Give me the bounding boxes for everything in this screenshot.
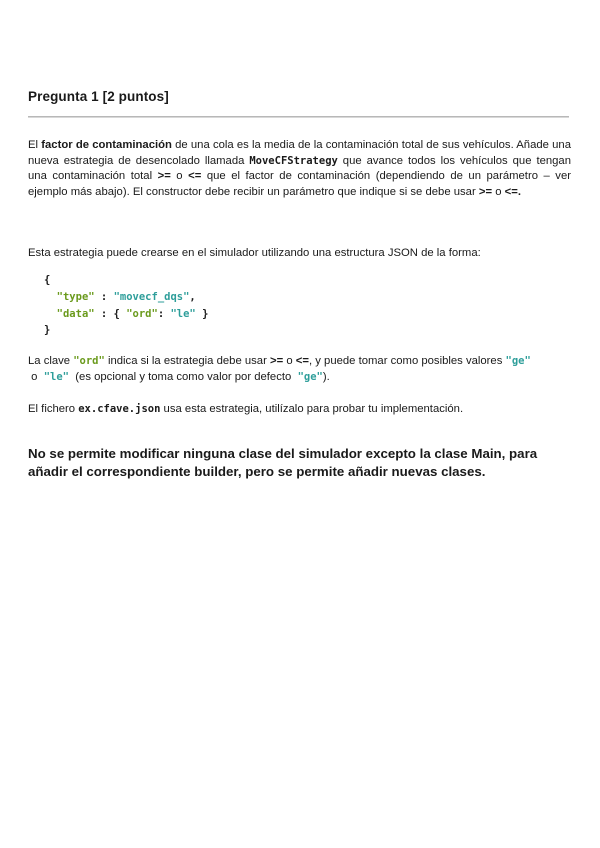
text-run: indica si la estrategia debe usar [104,355,270,367]
code-separator: : { [94,307,127,320]
example-file-paragraph [28,402,571,418]
operator-ge: >= [270,355,284,367]
text-run: o [170,170,189,183]
code-brace-close: } [44,324,51,337]
text-run: que avance todos los vehículos que tengan una contaminación total [28,154,571,183]
class-name-movecfstrategy: MoveCFStrategy [249,154,338,167]
title-divider [28,116,569,118]
question-title: Pregunta 1 [2 puntos] [28,89,169,104]
code-separator: : [94,290,114,303]
term-factor-contaminacion: factor de contaminación [41,139,172,151]
code-type-key: "type" [56,290,95,303]
text-run: que el factor de contaminación (dependiendo de un parámetro – ver ejemplo más abajo). El constructor debe recibir un parámetro que indique si se debe usar [28,170,571,198]
text-run: (es opcional y toma como valor por defecto [69,370,298,383]
text-run: o [492,185,505,198]
text-run: de una cola es la media de la contaminación total de sus vehículos. Añade una nueva estrategia de desencolado llamada [28,139,571,167]
code-colon: : [157,307,171,320]
operator-le: <= [188,170,202,183]
text-run: , y puede tomar como posibles valores [308,355,506,367]
code-ord-key: "ord" [126,307,158,320]
operator-ge: >= [478,185,493,198]
operator-le: <= [295,355,309,367]
text-run: El fichero [28,403,79,415]
text-run: La clave [28,355,74,367]
code-inner-brace-close: } [195,307,209,320]
code-brace-open: { [44,274,51,286]
code-le: "le" [43,370,69,383]
code-type-value: "movecf_dqs" [113,290,190,303]
strategy-description-paragraph [28,138,571,200]
text-run: El [28,139,42,151]
file-name-ex-cfave-json: ex.cfave.json [78,403,161,415]
code-ge-default: "ge" [297,370,323,383]
code-comma: , [189,290,196,303]
code-ge: "ge" [505,355,531,367]
operator-ge: >= [157,170,171,183]
text-run: o [283,355,296,367]
modification-warning: No se permite modificar ninguna clase del simulador excepto la clase Main, para añadir el correspondiente builder, pero se permite añadir nuevas clases. [28,446,538,479]
text-run: usa esta estrategia, utilízalo para probar tu implementación. [160,403,464,415]
json-intro-paragraph: Esta estrategia puede crearse en el simulador utilizando una estructura JSON de la forma: [28,247,481,259]
operator-le: <=. [504,185,521,198]
code-data-key: "data" [56,307,95,320]
text-run: o [28,370,44,383]
json-code-block [44,272,208,339]
text-run: ). [322,370,330,383]
ord-key-paragraph [28,354,571,385]
code-ord: "ord" [73,355,105,367]
code-ord-value: "le" [170,307,196,320]
